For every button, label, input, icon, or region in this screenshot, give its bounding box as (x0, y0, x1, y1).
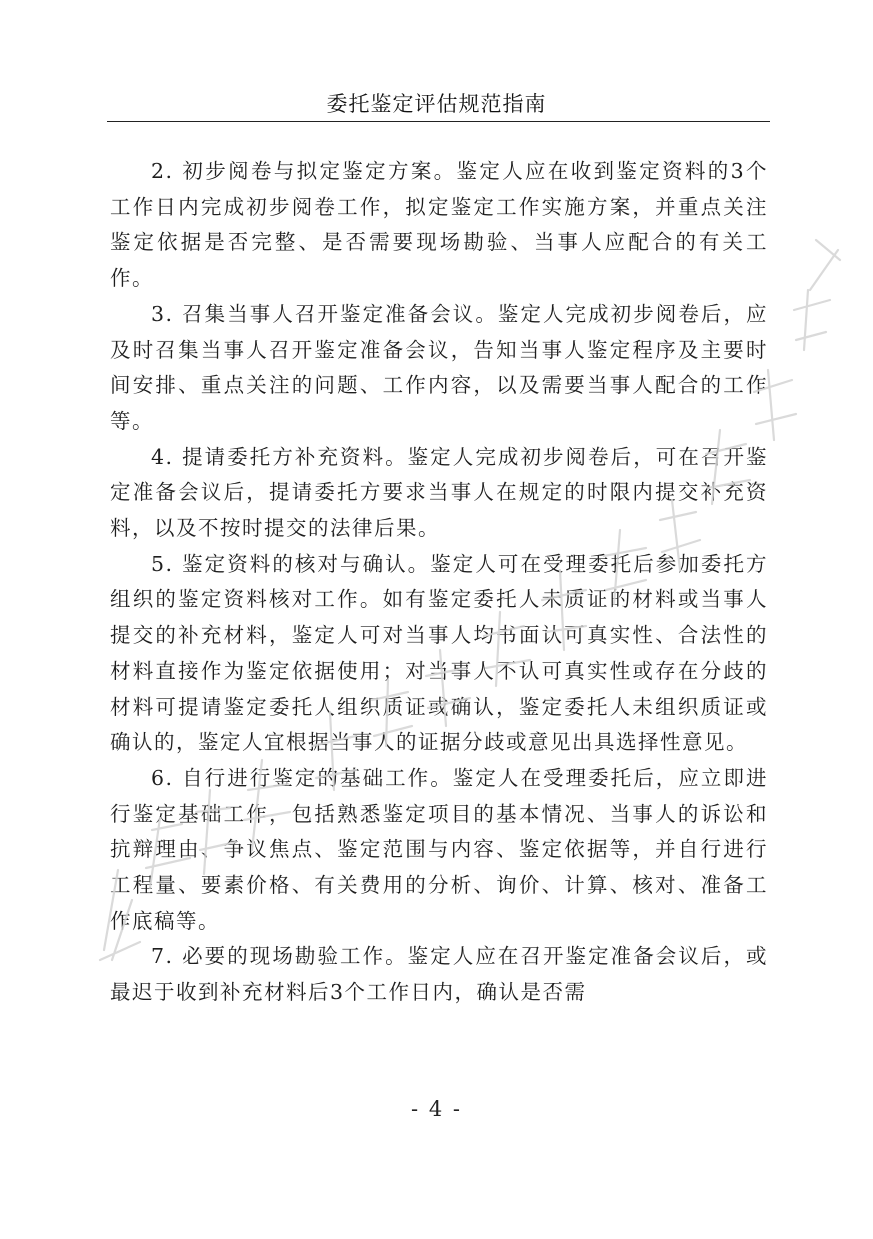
paragraph-5: 5. 鉴定资料的核对与确认。鉴定人可在受理委托后参加委托方组织的鉴定资料核对工作。如有鉴定委托人未质证的材料或当事人提交的补充材料，鉴定人可对当事人均书面认可真实性、合法性的材料直接作为鉴定依据使用；对当事人不认可真实性或存在分歧的材料可提请鉴定委托人组织质证或确认，鉴定委托人未组织质证或确认的，鉴定人宜根据当事人的证据分歧或意见出具选择性意见。 (110, 551, 768, 755)
paragraph-2: 2. 初步阅卷与拟定鉴定方案。鉴定人应在收到鉴定资料的3个工作日内完成初步阅卷工作，拟定鉴定工作实施方案，并重点关注鉴定依据是否完整、是否需要现场勘验、当事人应配合的有关工作。 (110, 159, 768, 291)
paragraph-7: 7. 必要的现场勘验工作。鉴定人应在召开鉴定准备会议后，或最迟于收到补充材料后3个工作日内，确认是否需 (110, 944, 768, 1005)
header-divider (107, 121, 770, 122)
document-header-title: 委托鉴定评估规范指南 (326, 92, 547, 116)
page-number: - 4 - (411, 1097, 462, 1121)
paragraph-4: 4. 提请委托方补充资料。鉴定人完成初步阅卷后，可在召开鉴定准备会议后，提请委托方要求当事人在规定的时限内提交补充资料，以及不按时提交的法律后果。 (110, 444, 768, 541)
paragraph-3: 3. 召集当事人召开鉴定准备会议。鉴定人完成初步阅卷后，应及时召集当事人召开鉴定准备会议，告知当事人鉴定程序及主要时间安排、重点关注的问题、工作内容，以及需要当事人配合的工作等。 (110, 301, 768, 433)
paragraph-6: 6. 自行进行鉴定的基础工作。鉴定人在受理委托后，应立即进行鉴定基础工作，包括熟悉鉴定项目的基本情况、当事人的诉讼和抗辩理由、争议焦点、鉴定范围与内容、鉴定依据等，并自行进行工程量、要素价格、有关费用的分析、询价、计算、核对、准备工作底稿等。 (110, 765, 768, 933)
body-text (110, 154, 768, 1011)
